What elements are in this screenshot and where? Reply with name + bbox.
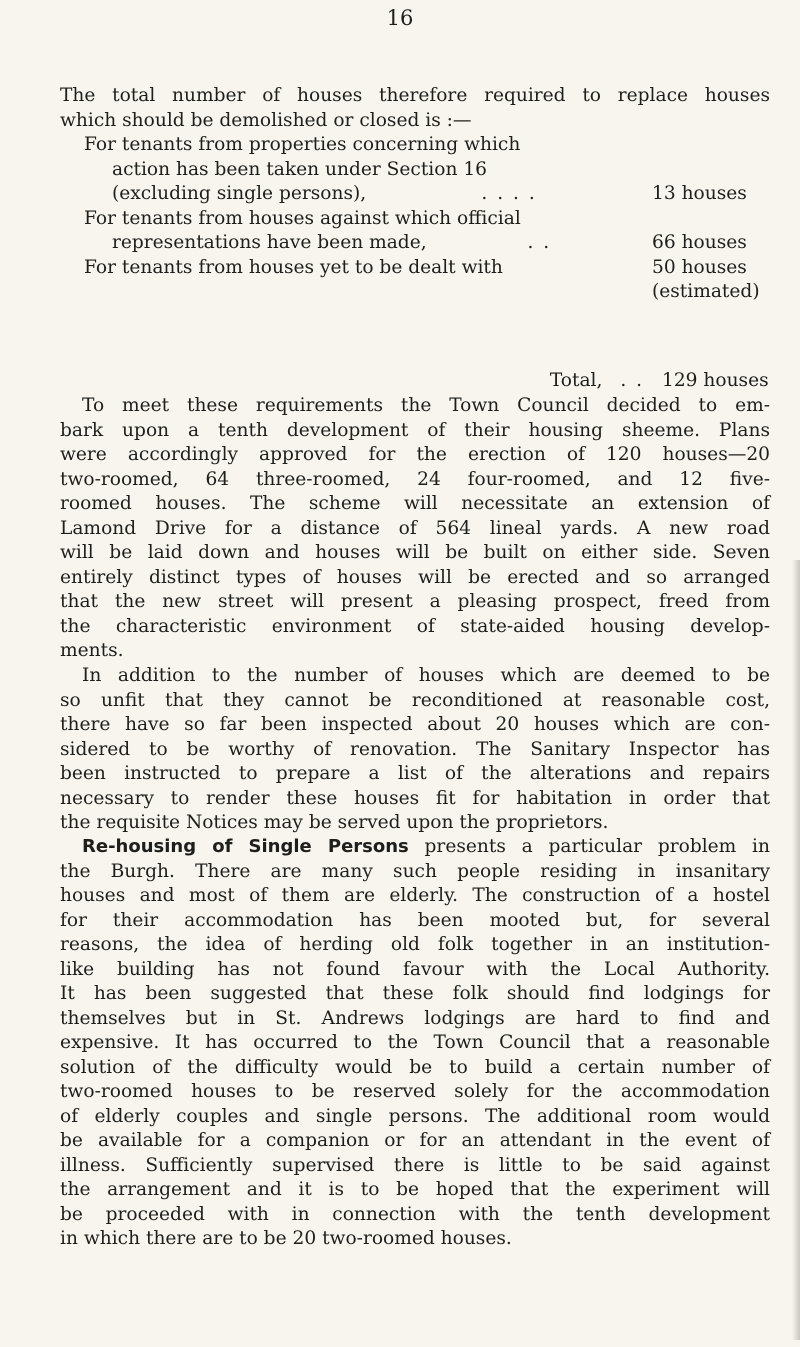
paragraph-line: the characteristic environment of state-aided housing develop- <box>60 615 770 637</box>
paragraph-line: two-roomed, 64 three-roomed, 24 four-roomed, and 12 five- <box>60 468 770 490</box>
leader-dots: . . <box>527 232 552 253</box>
requirement-line: action has been taken under Section 16 <box>112 158 487 180</box>
requirement-row <box>60 256 770 281</box>
paragraph-line: there have so far been inspected about 20 houses which are con- <box>60 714 770 735</box>
paragraph-line: bark upon a tenth development of their housing sheeme. Plans <box>60 419 770 441</box>
paragraph-line: Lamond Drive for a distance of 564 lineal yards. A new road <box>60 517 770 539</box>
paragraph-line: reasons, the idea of herding old folk together in an institution- <box>60 934 770 955</box>
paragraph-line: It has been suggested that these folk should find lodgings for <box>60 983 770 1004</box>
requirement-row <box>60 231 770 256</box>
requirement-value: 66 houses <box>652 232 747 253</box>
paragraph-line: the arrangement and it is to be hoped that the experiment will <box>60 1179 770 1200</box>
paragraph-line: in which there are to be 20 two-roomed houses. <box>60 1228 512 1249</box>
paragraph-line: entirely distinct types of houses will be erected and so arranged <box>60 566 770 588</box>
intro-line: The total number of houses therefore required to replace houses <box>60 85 770 106</box>
requirement-value: 13 houses <box>652 183 747 204</box>
requirement-note: (estimated) <box>652 281 760 302</box>
paragraph-line: two-roomed houses to be reserved solely for the accommodation <box>60 1081 770 1102</box>
paragraph-line: To meet these requirements the Town Council decided to em- <box>82 395 770 416</box>
requirement-line: For tenants from houses against which official <box>84 207 521 229</box>
leader-dots: . . . . <box>481 183 537 204</box>
intro-line: which should be demolished or closed is :— <box>60 109 472 131</box>
page-number: 16 <box>386 6 414 30</box>
paragraph-line: be available for a companion or for an attendant in the event of <box>60 1130 770 1151</box>
paragraph-text: presents a particular problem in <box>424 836 770 857</box>
paragraph-line: the Burgh. There are many such people residing in insanitary <box>60 860 770 882</box>
paragraph-line: sidered to be worthy of renovation. The Sanitary Inspector has <box>60 738 770 760</box>
requirement-line: (excluding single persons), <box>112 183 367 204</box>
paragraph-line: of elderly couples and single persons. The additional room would <box>60 1105 770 1127</box>
paragraph-line: for their accommodation has been mooted but, for several <box>60 909 770 931</box>
page-edge-shadow <box>792 560 800 1340</box>
paragraph-line: so unfit that they cannot be reconditioned at reasonable cost, <box>60 689 770 711</box>
paragraph-line: were accordingly approved for the erection of 120 houses—20 <box>60 444 770 465</box>
leader-dots: . . <box>620 370 645 391</box>
paragraph-line: illness. Sufficiently supervised there is little to be said against <box>60 1154 770 1176</box>
paragraph-line <box>60 835 770 860</box>
leader-dots <box>503 256 652 281</box>
paragraph-line: roomed houses. The scheme will necessitate an extension of <box>60 493 770 514</box>
paragraph-line: houses and most of them are elderly. The construction of a hostel <box>60 885 770 906</box>
requirement-line: For tenants from properties concerning which <box>84 134 521 155</box>
requirement-line: For tenants from houses yet to be dealt with <box>84 256 503 278</box>
paragraph-line: ments. <box>60 640 124 661</box>
paragraph-line: In addition to the number of houses which are deemed to be <box>82 665 770 686</box>
requirement-row <box>60 182 770 207</box>
paragraph-line: necessary to render these houses fit for habitation in order that <box>60 787 770 809</box>
paragraph-line: that the new street will present a pleasing prospect, freed from <box>60 591 770 612</box>
paragraph-line: will be laid down and houses will be built on either side. Seven <box>60 542 770 563</box>
requirements-block <box>60 84 770 305</box>
paragraph-line: the requisite Notices may be served upon the proprietors. <box>60 812 609 833</box>
paragraph-line: expensive. It has occurred to the Town Council that a reasonable <box>60 1032 770 1053</box>
total-value: 129 houses <box>662 370 769 391</box>
paragraph-development <box>60 394 770 664</box>
paragraph-line: been instructed to prepare a list of the alterations and repairs <box>60 763 770 784</box>
paragraph-line: solution of the difficulty would be to build a certain number of <box>60 1056 770 1078</box>
paragraph-line: themselves but in St. Andrews lodgings are hard to find and <box>60 1007 770 1029</box>
section-heading: Re-housing of Single Persons <box>82 836 409 857</box>
paragraph-line: be proceeded with in connection with the tenth development <box>60 1203 770 1225</box>
paragraph-line: like building has not found favour with the Local Authority. <box>60 958 770 980</box>
paragraph-renovation <box>60 664 770 836</box>
paragraph-single-persons <box>60 835 770 1252</box>
requirement-value: 50 houses <box>652 256 747 278</box>
total-row <box>60 369 770 394</box>
total-label: Total, <box>549 370 603 391</box>
requirement-line: representations have been made, <box>112 232 427 253</box>
